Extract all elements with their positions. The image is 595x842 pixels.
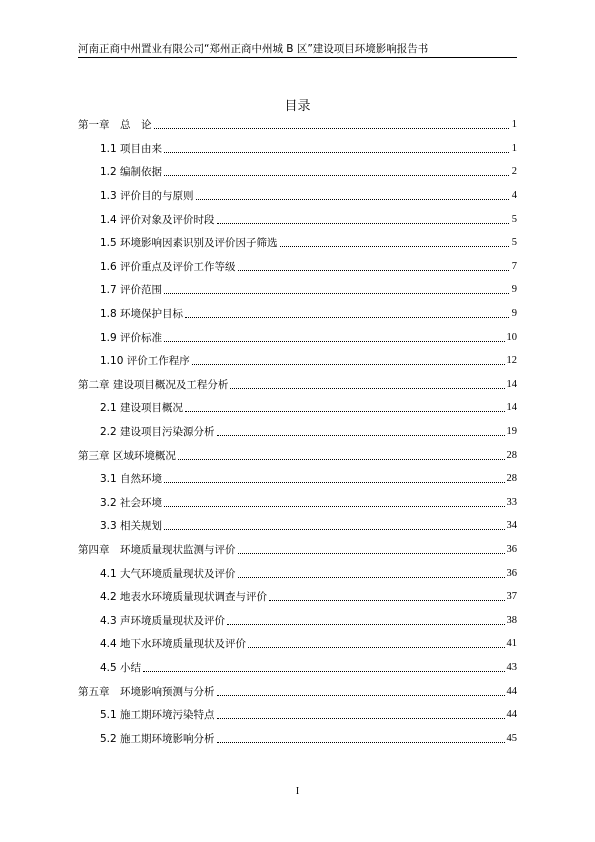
toc-entry-page: 41 (506, 638, 517, 650)
toc-section-link[interactable] (78, 420, 517, 444)
toc-dot-leader (164, 341, 504, 342)
toc-section-link[interactable] (78, 184, 517, 208)
toc-section-link[interactable] (78, 231, 517, 255)
toc-entry-page: 44 (506, 685, 517, 697)
toc-entry-label: 5.1 施工期环境污染特点 (100, 709, 215, 722)
toc-dot-leader (217, 223, 509, 224)
toc-entry-page: 14 (506, 402, 517, 414)
toc-entry-page: 2 (511, 166, 517, 178)
toc-entry-label: 1.5 环境影响因素识别及评价因子筛选 (100, 237, 278, 250)
toc-dot-leader (154, 128, 510, 129)
header-divider (78, 57, 517, 58)
toc-dot-leader (238, 577, 505, 578)
toc-chapter-link[interactable] (78, 538, 517, 562)
toc-entry-label: 1.2 编制依据 (100, 166, 163, 179)
toc-entry-label: 1.1 项目由来 (100, 142, 163, 155)
toc-entry-page: 33 (506, 496, 517, 508)
toc-entry-label: 4.1 大气环境质量现状及评价 (100, 567, 236, 580)
toc-entry-label: 第二章 建设项目概况及工程分析 (78, 378, 229, 391)
toc-section-link[interactable] (78, 726, 517, 750)
toc-dot-leader (217, 695, 505, 696)
toc-section-link[interactable] (78, 349, 517, 373)
toc-title: 目录 (284, 99, 311, 114)
toc-entry-label: 4.2 地表水环境质量现状调查与评价 (100, 591, 268, 604)
toc-dot-leader (178, 459, 505, 460)
toc-section-link[interactable] (78, 656, 517, 680)
toc-section-link[interactable] (78, 255, 517, 279)
toc-entry-page: 5 (511, 213, 517, 225)
toc-section-link[interactable] (78, 160, 517, 184)
toc-entry-page: 10 (506, 331, 517, 343)
toc-entry-label: 4.3 声环境质量现状及评价 (100, 614, 226, 627)
toc-dot-leader (196, 199, 509, 200)
toc-chapter-link[interactable] (78, 113, 517, 137)
toc-section-link[interactable] (78, 561, 517, 585)
toc-entry-page: 45 (506, 732, 517, 744)
toc-dot-leader (269, 600, 504, 601)
toc-entry-label: 3.1 自然环境 (100, 473, 163, 486)
toc-dot-leader (143, 671, 504, 672)
table-of-contents (78, 113, 517, 750)
toc-entry-page: 12 (506, 355, 517, 367)
toc-entry-page: 7 (511, 260, 517, 272)
toc-chapter-link[interactable] (78, 443, 517, 467)
toc-entry-label: 1.4 评价对象及评价时段 (100, 213, 215, 226)
toc-dot-leader (164, 506, 504, 507)
toc-chapter-link[interactable] (78, 373, 517, 397)
page-number: I (295, 786, 300, 797)
toc-entry-label: 1.10 评价工作程序 (100, 355, 190, 368)
toc-section-link[interactable] (78, 703, 517, 727)
toc-section-link[interactable] (78, 514, 517, 538)
toc-dot-leader (217, 435, 505, 436)
toc-entry-page: 19 (506, 426, 517, 438)
toc-section-link[interactable] (78, 632, 517, 656)
toc-entry-page: 37 (506, 591, 517, 603)
toc-entry-page: 34 (506, 520, 517, 532)
toc-dot-leader (238, 270, 509, 271)
toc-dot-leader (185, 411, 504, 412)
toc-entry-page: 1 (511, 119, 517, 131)
toc-section-link[interactable] (78, 585, 517, 609)
toc-entry-label: 第五章 环境影响预测与分析 (78, 685, 215, 698)
toc-entry-page: 28 (506, 473, 517, 485)
toc-section-link[interactable] (78, 396, 517, 420)
toc-dot-leader (185, 317, 509, 318)
toc-section-link[interactable] (78, 207, 517, 231)
toc-section-link[interactable] (78, 608, 517, 632)
toc-entry-label: 4.4 地下水环境质量现状及评价 (100, 638, 247, 651)
document-header: 河南正商中州置业有限公司“郑州正商中州城 B 区”建设项目环境影响报告书 (78, 43, 429, 55)
toc-entry-label: 3.2 社会环境 (100, 496, 163, 509)
toc-section-link[interactable] (78, 137, 517, 161)
toc-chapter-link[interactable] (78, 679, 517, 703)
toc-entry-page: 9 (511, 308, 517, 320)
toc-dot-leader (238, 553, 505, 554)
toc-entry-label: 1.6 评价重点及评价工作等级 (100, 260, 236, 273)
toc-entry-label: 第一章 总 论 (78, 119, 152, 132)
toc-entry-page: 43 (506, 661, 517, 673)
toc-entry-label: 1.7 评价范围 (100, 284, 163, 297)
toc-entry-page: 36 (506, 567, 517, 579)
toc-entry-page: 28 (506, 449, 517, 461)
toc-entry-label: 4.5 小结 (100, 661, 142, 674)
toc-section-link[interactable] (78, 467, 517, 491)
toc-dot-leader (164, 293, 509, 294)
toc-section-link[interactable] (78, 325, 517, 349)
toc-section-link[interactable] (78, 278, 517, 302)
toc-entry-page: 44 (506, 709, 517, 721)
toc-dot-leader (164, 175, 509, 176)
toc-entry-page: 1 (511, 142, 517, 154)
toc-entry-label: 1.8 环境保护目标 (100, 308, 184, 321)
toc-entry-label: 1.9 评价标准 (100, 331, 163, 344)
toc-dot-leader (164, 482, 504, 483)
toc-entry-page: 5 (511, 237, 517, 249)
toc-dot-leader (192, 364, 505, 365)
toc-entry-label: 2.2 建设项目污染源分析 (100, 426, 215, 439)
toc-dot-leader (164, 529, 504, 530)
toc-section-link[interactable] (78, 302, 517, 326)
toc-entry-page: 38 (506, 614, 517, 626)
toc-dot-leader (230, 388, 504, 389)
toc-dot-leader (164, 152, 509, 153)
toc-entry-page: 14 (506, 378, 517, 390)
toc-entry-label: 5.2 施工期环境影响分析 (100, 732, 215, 745)
toc-entry-label: 1.3 评价目的与原则 (100, 190, 194, 203)
toc-dot-leader (248, 647, 504, 648)
toc-dot-leader (217, 718, 505, 719)
toc-entry-page: 4 (511, 190, 517, 202)
toc-section-link[interactable] (78, 491, 517, 515)
toc-entry-page: 9 (511, 284, 517, 296)
toc-dot-leader (280, 246, 509, 247)
toc-dot-leader (217, 742, 505, 743)
toc-entry-label: 3.3 相关规划 (100, 520, 163, 533)
toc-entry-label: 第三章 区域环境概况 (78, 449, 176, 462)
toc-entry-label: 2.1 建设项目概况 (100, 402, 184, 415)
toc-entry-page: 36 (506, 543, 517, 555)
toc-dot-leader (227, 624, 504, 625)
toc-entry-label: 第四章 环境质量现状监测与评价 (78, 543, 236, 556)
